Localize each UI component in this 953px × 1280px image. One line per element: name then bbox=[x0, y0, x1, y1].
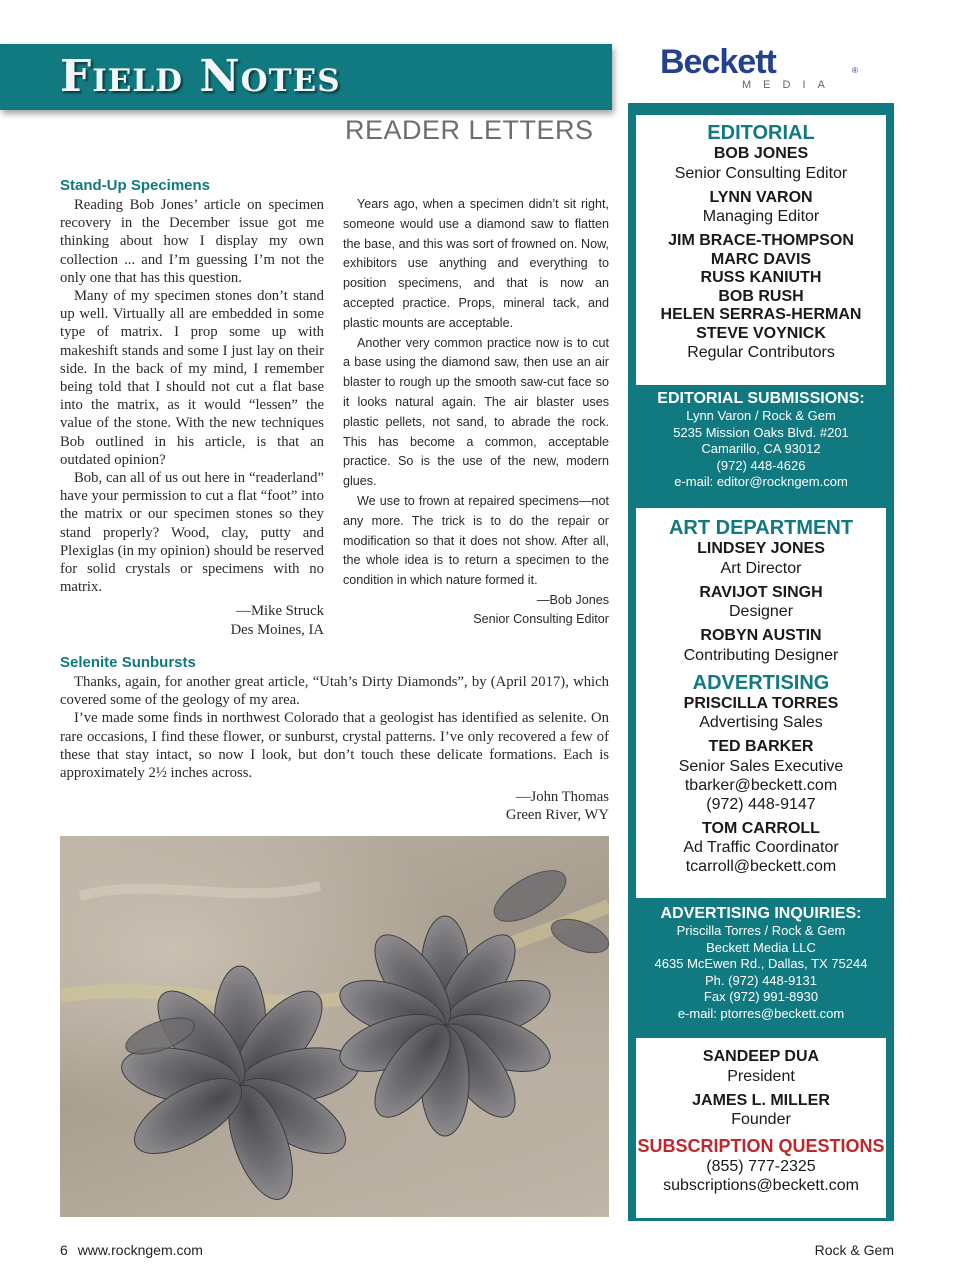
page-number: 6 bbox=[60, 1242, 68, 1258]
inquiries-line: Priscilla Torres / Rock & Gem bbox=[676, 923, 846, 938]
beckett-media-logo bbox=[660, 44, 860, 94]
contributor-name: RUSS KANIUTH bbox=[700, 269, 822, 286]
section-banner bbox=[0, 44, 612, 110]
staff-name: LINDSEY JONES bbox=[697, 540, 825, 557]
letter-paragraph: Reading Bob Jones’ article on specimen recovery in the December issue got me thinking about how I display my own collection ... and I’m guessing I’m not the only one that has this question. bbox=[60, 197, 324, 286]
logo-registered-mark: ® bbox=[852, 66, 858, 75]
reply-paragraph: We use to frown at repaired specimens—not any more. The trick is to do the repair or modification so that it does not show. After all, the whole idea is to return a specimen to the condition in which nature formed it. bbox=[343, 493, 609, 588]
banner-title: Field Notes bbox=[60, 51, 341, 102]
contributor-name: STEVE VOYNICK bbox=[696, 324, 826, 342]
selenite-sunburst-photo bbox=[60, 836, 609, 1217]
letter-paragraph: Bob, can all of us out here in “readerland” have your permission to cut a flat “foot” into the matrix or our specimen stones so they stand properly? Wood, clay, putty and Plexiglas (in my opinion) should be reserved for solid crystals or specimens with no matrix. bbox=[60, 470, 324, 596]
letter-headline: Stand-Up Specimens bbox=[60, 177, 211, 194]
letter-selenite-sunbursts bbox=[60, 654, 609, 825]
contributor-name: HELEN SERRAS-HERMAN bbox=[660, 306, 862, 323]
submissions-line: Camarillo, CA 93012 bbox=[701, 441, 821, 456]
inquiries-heading: ADVERTISING INQUIRIES: bbox=[660, 905, 862, 922]
letter-location: Des Moines, IA bbox=[230, 621, 324, 638]
staff-name: LYNN VARON bbox=[709, 188, 813, 206]
submissions-line: (972) 448-4626 bbox=[716, 457, 806, 473]
subscription-phone: (855) 777-2325 bbox=[706, 1158, 816, 1175]
subscription-heading: SUBSCRIPTION QUESTIONS bbox=[637, 1136, 885, 1156]
letter-paragraph: Many of my specimen stones don’t stand up well. Virtually all are embedded in some type of matrix. I prop some up with makeshift stands and some I just lay on their side. In the back of my mind, I remember being told that I should not cut a flat base into the matrix, as it would “lessen” the value of the stone. With the new techniques Bob outlined in his article, is that an outdated opinion? bbox=[60, 288, 324, 468]
inquiries-line: Beckett Media LLC bbox=[706, 939, 816, 955]
letter-signature: —Mike Struck bbox=[236, 603, 324, 620]
staff-phone: (972) 448-9147 bbox=[706, 795, 816, 813]
staff-name: BOB JONES bbox=[713, 145, 809, 162]
submissions-line: Lynn Varon / Rock & Gem bbox=[686, 408, 836, 423]
staff-name: TOM CARROLL bbox=[702, 819, 820, 837]
submissions-heading: EDITORIAL SUBMISSIONS: bbox=[657, 390, 865, 407]
letter-paragraph: I’ve made some finds in northwest Colorado that a geologist has identified as selenite. On rare occasions, I find these flower, or sunburst, crystal patterns. I’ve only recovered a few of these that stay intact, so now I look, but don’t touch these delicate formations. Each is approximately 2½ inches across. bbox=[60, 710, 609, 782]
letter-headline: Selenite Sunbursts bbox=[60, 654, 196, 671]
reply-signature-title: Senior Consulting Editor bbox=[473, 611, 609, 626]
reply-paragraph: Another very common practice now is to cut a base using the diamond saw, then use an air blaster to rough up the smooth saw-cut face so it looks natural again. The air blaster uses plastic pellets, not sand, to abrade the rock. This has become a common, acceptable practice. So is the use of the new, modern glues. bbox=[343, 335, 609, 489]
section-heading: READER LETTERS bbox=[345, 115, 594, 145]
contributor-name: MARC DAVIS bbox=[710, 250, 812, 268]
contributor-name: BOB RUSH bbox=[718, 287, 804, 305]
staff-name: TED BARKER bbox=[708, 738, 814, 755]
letter-signature: —John Thomas bbox=[515, 789, 609, 806]
inquiries-line: 4635 McEwen Rd., Dallas, TX 75244 bbox=[654, 956, 868, 971]
inquiries-line: Fax (972) 991-8930 bbox=[703, 989, 819, 1004]
logo-wordmark: Beckett bbox=[660, 43, 776, 81]
contributors-role: Regular Contributors bbox=[687, 344, 835, 361]
footer-magazine-name: Rock & Gem bbox=[814, 1242, 894, 1258]
leader-role: President bbox=[727, 1067, 795, 1085]
leadership-panel bbox=[636, 1038, 886, 1218]
staff-role: Advertising Sales bbox=[699, 714, 823, 731]
footer-url: www.rockngem.com bbox=[77, 1242, 203, 1258]
selenite-illustration bbox=[60, 836, 609, 1217]
advertising-inquiries bbox=[636, 905, 886, 1022]
staff-role: Senior Sales Executive bbox=[678, 757, 844, 775]
inquiries-line: Ph. (972) 448-9131 bbox=[704, 972, 818, 988]
editorial-panel bbox=[636, 115, 886, 385]
submissions-email: e-mail: editor@rockngem.com bbox=[674, 474, 848, 489]
submissions-line: 5235 Mission Oaks Blvd. #201 bbox=[673, 424, 849, 440]
art-heading: ART DEPARTMENT bbox=[668, 517, 854, 539]
leader-role: Founder bbox=[731, 1111, 791, 1128]
editor-reply bbox=[343, 195, 609, 629]
logo-subtitle: MEDIA bbox=[742, 79, 837, 91]
letter-location: Green River, WY bbox=[505, 807, 609, 824]
contributor-name: JIM BRACE-THOMPSON bbox=[668, 232, 854, 249]
reply-signature: —Bob Jones bbox=[536, 592, 609, 607]
staff-role: Contributing Designer bbox=[683, 646, 839, 664]
staff-role: Ad Traffic Coordinator bbox=[683, 839, 839, 856]
letter-paragraph: Thanks, again, for another great article, “Utah’s Dirty Diamonds”, by (April 2017), which covered some of the geology of my area. bbox=[60, 674, 609, 709]
leader-name: JAMES L. MILLER bbox=[692, 1091, 830, 1109]
editorial-submissions bbox=[636, 390, 886, 491]
staff-role: Senior Consulting Editor bbox=[674, 164, 848, 182]
staff-email: tbarker@beckett.com bbox=[684, 776, 838, 794]
reply-paragraph: Years ago, when a specimen didn’t sit right, someone would use a diamond saw to flatten the base, and this was sort of frowned on. Now, exhibitors use anything and everything to position specimens, and that is now an accepted practice. Props, mineral tack, and plastic mounts are acceptable. bbox=[343, 197, 609, 330]
subscription-email: subscriptions@beckett.com bbox=[663, 1177, 859, 1194]
staff-email: tcarroll@beckett.com bbox=[685, 858, 837, 875]
editorial-heading: EDITORIAL bbox=[707, 122, 815, 144]
staff-name: PRISCILLA TORRES bbox=[683, 694, 839, 712]
staff-role: Designer bbox=[728, 603, 794, 620]
inquiries-email: e-mail: ptorres@beckett.com bbox=[677, 1005, 845, 1021]
staff-name: RAVIJOT SINGH bbox=[699, 583, 823, 601]
staff-name: ROBYN AUSTIN bbox=[700, 627, 822, 644]
advertising-heading: ADVERTISING bbox=[692, 671, 830, 694]
leader-name: SANDEEP DUA bbox=[702, 1048, 820, 1065]
footer-left bbox=[60, 1242, 203, 1258]
staff-role: Managing Editor bbox=[702, 208, 820, 225]
letter-stand-up-specimens bbox=[60, 177, 324, 639]
staff-role: Art Director bbox=[720, 559, 802, 577]
art-advertising-panel bbox=[636, 508, 886, 898]
